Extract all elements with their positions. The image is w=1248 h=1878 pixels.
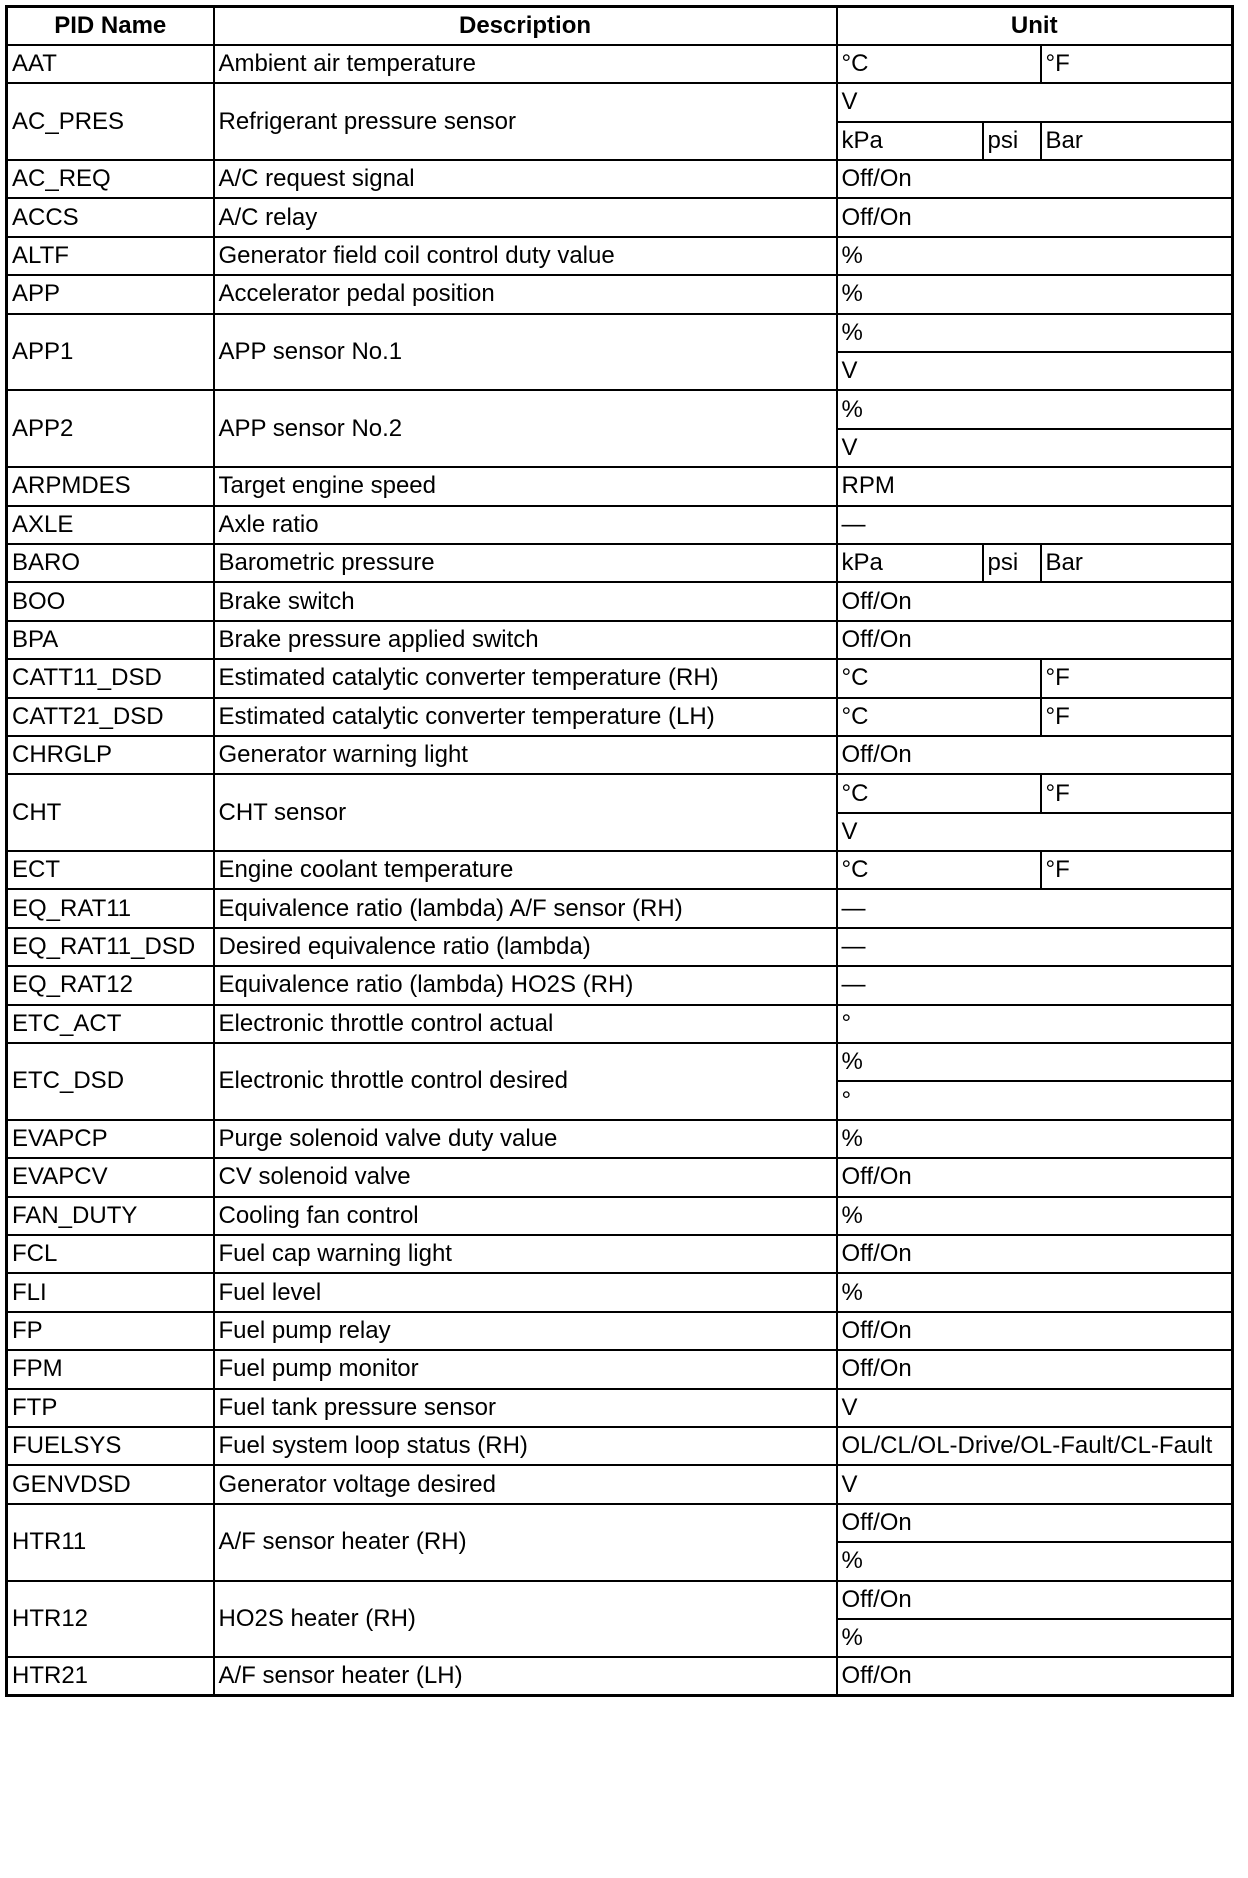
- description-cell: Barometric pressure: [214, 544, 837, 582]
- pid-name-cell: FTP: [7, 1389, 214, 1427]
- pid-name-cell: AC_REQ: [7, 160, 214, 198]
- unit-cell: °F: [1041, 851, 1233, 889]
- table-row: [7, 544, 1233, 582]
- table-row: [7, 314, 1233, 352]
- unit-cell: Off/On: [837, 198, 1233, 236]
- table-row: [7, 966, 1233, 1004]
- unit-cell: Off/On: [837, 621, 1233, 659]
- pid-name-cell: CHT: [7, 774, 214, 851]
- table-row: [7, 1427, 1233, 1465]
- unit-cell: Off/On: [837, 736, 1233, 774]
- pid-name-cell: HTR11: [7, 1504, 214, 1581]
- pid-name-cell: GENVDSD: [7, 1465, 214, 1503]
- table-row: [7, 1581, 1233, 1619]
- unit-cell: °: [837, 1081, 1233, 1119]
- pid-name-cell: HTR12: [7, 1581, 214, 1658]
- description-cell: Fuel tank pressure sensor: [214, 1389, 837, 1427]
- description-cell: APP sensor No.1: [214, 314, 837, 391]
- header-description: Description: [214, 7, 837, 45]
- pid-name-cell: APP1: [7, 314, 214, 391]
- unit-cell: °C: [837, 698, 1041, 736]
- table-row: [7, 45, 1233, 83]
- unit-cell: V: [837, 352, 1233, 390]
- table-body: [7, 45, 1233, 1696]
- pid-name-cell: FCL: [7, 1235, 214, 1273]
- unit-cell: %: [837, 1120, 1233, 1158]
- description-cell: Estimated catalytic converter temperature (RH): [214, 659, 837, 697]
- unit-cell: %: [837, 390, 1233, 428]
- unit-cell: Bar: [1041, 544, 1233, 582]
- table-row: [7, 659, 1233, 697]
- pid-name-cell: AXLE: [7, 506, 214, 544]
- table-row: [7, 1312, 1233, 1350]
- pid-name-cell: ETC_DSD: [7, 1043, 214, 1120]
- table-row: [7, 237, 1233, 275]
- unit-cell: Off/On: [837, 160, 1233, 198]
- description-cell: Fuel pump monitor: [214, 1350, 837, 1388]
- table-row: [7, 390, 1233, 428]
- unit-cell: —: [837, 928, 1233, 966]
- unit-cell: Off/On: [837, 1350, 1233, 1388]
- pid-name-cell: FUELSYS: [7, 1427, 214, 1465]
- unit-cell: RPM: [837, 467, 1233, 505]
- description-cell: Engine coolant temperature: [214, 851, 837, 889]
- unit-cell: %: [837, 1197, 1233, 1235]
- table-row: [7, 851, 1233, 889]
- description-cell: Fuel level: [214, 1273, 837, 1311]
- unit-cell: °C: [837, 851, 1041, 889]
- description-cell: Brake pressure applied switch: [214, 621, 837, 659]
- table-row: [7, 506, 1233, 544]
- table-row: [7, 1005, 1233, 1043]
- pid-name-cell: ETC_ACT: [7, 1005, 214, 1043]
- description-cell: Desired equivalence ratio (lambda): [214, 928, 837, 966]
- unit-cell: %: [837, 275, 1233, 313]
- unit-cell: %: [837, 1619, 1233, 1657]
- pid-name-cell: FLI: [7, 1273, 214, 1311]
- table-row: [7, 275, 1233, 313]
- unit-cell: kPa: [837, 122, 983, 160]
- pid-table: [5, 5, 1234, 1697]
- unit-cell: V: [837, 429, 1233, 467]
- pid-name-cell: EQ_RAT11: [7, 889, 214, 927]
- description-cell: Refrigerant pressure sensor: [214, 83, 837, 160]
- pid-name-cell: EVAPCP: [7, 1120, 214, 1158]
- unit-cell: Bar: [1041, 122, 1233, 160]
- pid-name-cell: HTR21: [7, 1657, 214, 1695]
- description-cell: A/C relay: [214, 198, 837, 236]
- table-row: [7, 1350, 1233, 1388]
- description-cell: Electronic throttle control actual: [214, 1005, 837, 1043]
- table-row: [7, 736, 1233, 774]
- description-cell: Purge solenoid valve duty value: [214, 1120, 837, 1158]
- description-cell: Target engine speed: [214, 467, 837, 505]
- unit-cell: Off/On: [837, 1158, 1233, 1196]
- table-row: [7, 1158, 1233, 1196]
- unit-cell: °C: [837, 774, 1041, 812]
- description-cell: Fuel cap warning light: [214, 1235, 837, 1273]
- description-cell: Ambient air temperature: [214, 45, 837, 83]
- pid-name-cell: EVAPCV: [7, 1158, 214, 1196]
- table-row: [7, 1273, 1233, 1311]
- table-row: [7, 198, 1233, 236]
- unit-cell: psi: [983, 122, 1041, 160]
- table-row: [7, 774, 1233, 812]
- table-row: [7, 467, 1233, 505]
- table-row: [7, 928, 1233, 966]
- description-cell: Generator warning light: [214, 736, 837, 774]
- pid-name-cell: EQ_RAT12: [7, 966, 214, 1004]
- unit-cell: °C: [837, 45, 1041, 83]
- pid-name-cell: APP: [7, 275, 214, 313]
- description-cell: APP sensor No.2: [214, 390, 837, 467]
- unit-cell: V: [837, 1465, 1233, 1503]
- pid-name-cell: BARO: [7, 544, 214, 582]
- description-cell: Equivalence ratio (lambda) A/F sensor (RH): [214, 889, 837, 927]
- pid-name-cell: ARPMDES: [7, 467, 214, 505]
- table-row: [7, 1504, 1233, 1542]
- description-cell: A/C request signal: [214, 160, 837, 198]
- header-pid-name: PID Name: [7, 7, 214, 45]
- table-row: [7, 1657, 1233, 1695]
- pid-name-cell: BOO: [7, 582, 214, 620]
- description-cell: A/F sensor heater (RH): [214, 1504, 837, 1581]
- table-row: [7, 1389, 1233, 1427]
- unit-cell: V: [837, 1389, 1233, 1427]
- unit-cell: °F: [1041, 774, 1233, 812]
- description-cell: Generator field coil control duty value: [214, 237, 837, 275]
- description-cell: Electronic throttle control desired: [214, 1043, 837, 1120]
- description-cell: Estimated catalytic converter temperature (LH): [214, 698, 837, 736]
- unit-cell: Off/On: [837, 1581, 1233, 1619]
- description-cell: Fuel pump relay: [214, 1312, 837, 1350]
- description-cell: HO2S heater (RH): [214, 1581, 837, 1658]
- pid-name-cell: AC_PRES: [7, 83, 214, 160]
- unit-cell: %: [837, 1542, 1233, 1580]
- pid-name-cell: CATT21_DSD: [7, 698, 214, 736]
- description-cell: Generator voltage desired: [214, 1465, 837, 1503]
- unit-cell: V: [837, 83, 1233, 121]
- table-row: [7, 1235, 1233, 1273]
- pid-name-cell: EQ_RAT11_DSD: [7, 928, 214, 966]
- pid-name-cell: CHRGLP: [7, 736, 214, 774]
- unit-cell: Off/On: [837, 1312, 1233, 1350]
- pid-name-cell: FPM: [7, 1350, 214, 1388]
- table-row: [7, 621, 1233, 659]
- pid-name-cell: BPA: [7, 621, 214, 659]
- pid-name-cell: AAT: [7, 45, 214, 83]
- description-cell: Cooling fan control: [214, 1197, 837, 1235]
- unit-cell: %: [837, 1043, 1233, 1081]
- table-row: [7, 889, 1233, 927]
- table-row: [7, 698, 1233, 736]
- unit-cell: psi: [983, 544, 1041, 582]
- table-row: [7, 1197, 1233, 1235]
- unit-cell: Off/On: [837, 1504, 1233, 1542]
- table-row: [7, 83, 1233, 121]
- unit-cell: °C: [837, 659, 1041, 697]
- header-unit: Unit: [837, 7, 1233, 45]
- table-row: [7, 1043, 1233, 1081]
- description-cell: CV solenoid valve: [214, 1158, 837, 1196]
- unit-cell: OL/CL/OL-Drive/OL-Fault/CL-Fault: [837, 1427, 1233, 1465]
- unit-cell: °F: [1041, 698, 1233, 736]
- description-cell: Equivalence ratio (lambda) HO2S (RH): [214, 966, 837, 1004]
- description-cell: Axle ratio: [214, 506, 837, 544]
- description-cell: Accelerator pedal position: [214, 275, 837, 313]
- unit-cell: %: [837, 237, 1233, 275]
- pid-name-cell: APP2: [7, 390, 214, 467]
- unit-cell: °F: [1041, 659, 1233, 697]
- unit-cell: °: [837, 1005, 1233, 1043]
- description-cell: Brake switch: [214, 582, 837, 620]
- header-row: [7, 7, 1233, 45]
- description-cell: A/F sensor heater (LH): [214, 1657, 837, 1695]
- unit-cell: V: [837, 813, 1233, 851]
- unit-cell: %: [837, 1273, 1233, 1311]
- unit-cell: %: [837, 314, 1233, 352]
- unit-cell: Off/On: [837, 582, 1233, 620]
- description-cell: Fuel system loop status (RH): [214, 1427, 837, 1465]
- pid-name-cell: FAN_DUTY: [7, 1197, 214, 1235]
- table-row: [7, 160, 1233, 198]
- description-cell: CHT sensor: [214, 774, 837, 851]
- unit-cell: —: [837, 889, 1233, 927]
- pid-name-cell: CATT11_DSD: [7, 659, 214, 697]
- unit-cell: kPa: [837, 544, 983, 582]
- pid-name-cell: FP: [7, 1312, 214, 1350]
- unit-cell: Off/On: [837, 1657, 1233, 1695]
- unit-cell: °F: [1041, 45, 1233, 83]
- table-row: [7, 1120, 1233, 1158]
- table-row: [7, 582, 1233, 620]
- pid-name-cell: ACCS: [7, 198, 214, 236]
- unit-cell: —: [837, 966, 1233, 1004]
- pid-name-cell: ECT: [7, 851, 214, 889]
- unit-cell: Off/On: [837, 1235, 1233, 1273]
- unit-cell: —: [837, 506, 1233, 544]
- table-row: [7, 1465, 1233, 1503]
- pid-name-cell: ALTF: [7, 237, 214, 275]
